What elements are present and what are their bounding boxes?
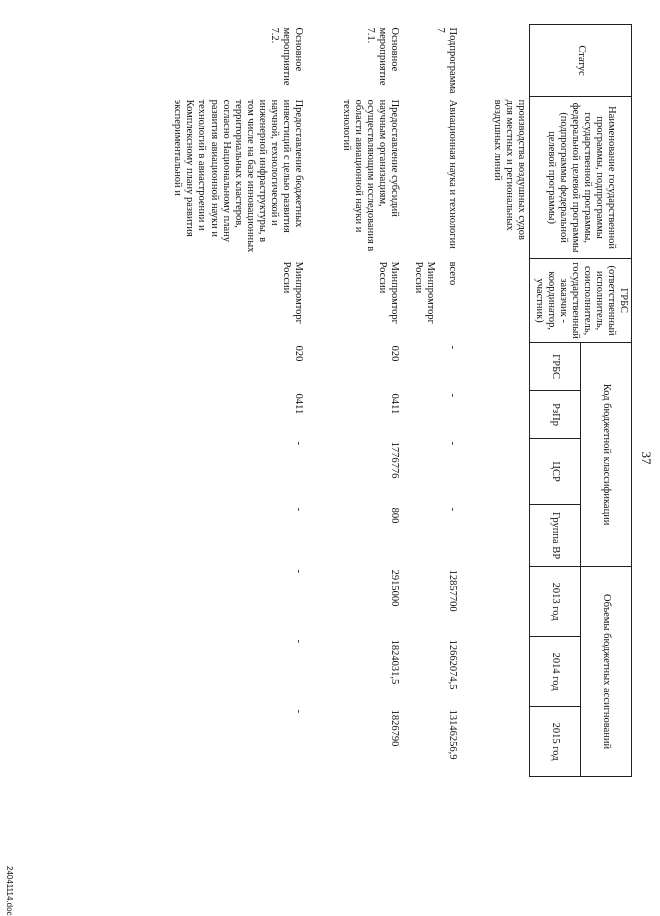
row-name: Предоставление субсидий научным организациям, осуществляющим исследования в области авиационной науки и технологий [340,99,400,252]
row-value-2014 [460,637,530,707]
header-year-2015: 2015 год [530,707,581,777]
row-code-vr [460,505,530,567]
row-status: Подпрограмма 7 [434,27,458,94]
table-header [530,25,632,777]
row-value-2013: 2915000 [389,569,400,607]
header-code-vr: Группа ВР [530,505,581,567]
row-code-rzpr: 0411 [293,393,304,415]
row-code-vr: 800 [389,507,400,524]
row-value-2015: 1826790 [389,709,400,747]
row-value-2014: - [293,639,304,644]
row-code-rzpr: - [447,393,458,398]
header-code-csr: ЦСР [530,439,581,505]
row-name: производства воздушных судов для местных и региональных воздушных линий [492,99,528,240]
row-grbs-line: всего [447,261,458,286]
header-code-grbs: ГРБС [530,343,581,391]
row-grbs [146,259,306,343]
row-code-csr: - [293,441,304,446]
page-number: 37 [639,451,654,465]
row-value-2015: - [293,709,304,714]
row-value-2014: 1824031,5 [389,639,400,685]
header-year-2013: 2013 год [530,567,581,637]
row-code-vr: - [447,507,458,512]
row-value-2013 [460,567,530,637]
rotated-table-area [40,18,660,898]
header-grbs: ГРБС (ответственный исполнитель, соисполнитель, государственный заказчик - координатор, участник) [530,259,632,343]
row-grbs-line: Минпромторг России [376,261,400,324]
row-value-2013: 12857700 [447,569,458,612]
table-row [306,25,402,777]
row-name: Предоставление бюджетных инвестиций с целью развития научной, технологической и инженерной инфраструктуры, в том числе на базе инновационных территориальных кластеров, согласно Национальному плану развития авиационной науки и технологий в авиастроении и Комплексному плану развития экспериментальной и [172,99,304,253]
row-grbs-line: Минпромторг России [412,261,436,324]
row-code-grbs: 020 [389,345,400,362]
table-row [402,25,460,777]
table-row [146,25,306,777]
row-name: Авиационная наука и технологии [447,99,458,249]
budget-table [146,24,632,777]
row-value-2015 [460,707,530,777]
row-code-vr: - [293,507,304,512]
row-code-rzpr [460,391,530,439]
row-code-csr [460,439,530,505]
row-grbs [460,259,530,343]
row-value-2014: 12662074,5 [447,639,458,690]
row-code-grbs [460,343,530,391]
row-grbs [402,259,460,343]
header-year-2014: 2014 год [530,637,581,707]
row-value-2013: - [293,569,304,574]
row-grbs-line: Минпромторг России [280,261,304,324]
footer-file-code: 24041114.doc [5,866,14,916]
header-status: Статус [530,25,632,97]
table-body [146,25,530,777]
row-grbs [306,259,402,343]
row-status: Основное мероприятие 7.2. [268,27,304,86]
row-code-grbs: 020 [293,345,304,362]
row-status: Основное мероприятие 7.1. [364,27,400,86]
row-code-csr: 1776776 [389,441,400,479]
header-code-rzpr: РзПр [530,391,581,439]
header-volumes-group: Объемы бюджетных ассигнований [581,567,632,777]
row-status [460,25,530,97]
row-code-grbs: - [447,345,458,350]
header-name: Наименование государственной программы, подпрограммы государственной программы, федеральной целевой программы (подпрограммы федеральной целевой программы) [530,97,632,259]
table-row [460,25,530,777]
row-code-rzpr: 0411 [389,393,400,415]
row-value-2015: 13146256,9 [447,709,458,760]
row-code-csr: - [447,441,458,446]
header-budget-code-group: Код бюджетной классификации [581,343,632,567]
